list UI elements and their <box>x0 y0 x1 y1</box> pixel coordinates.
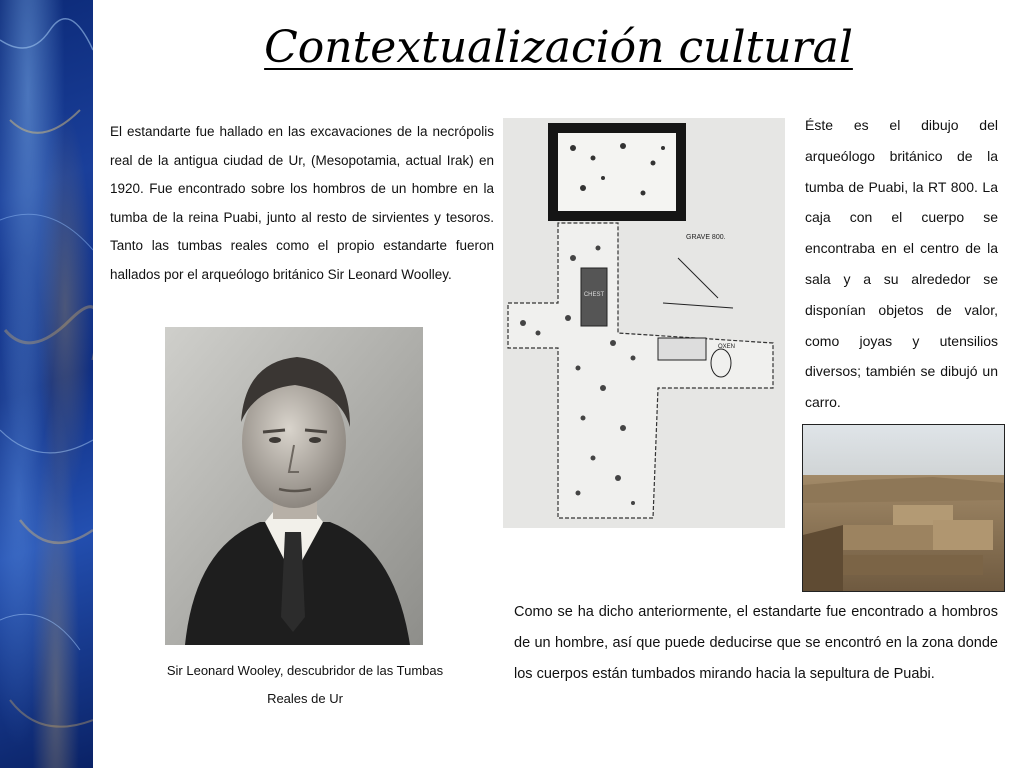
grave-800-plan-drawing <box>503 118 785 528</box>
portrait-caption-line2: Reales de Ur <box>267 691 343 706</box>
woolley-portrait-photo <box>165 327 423 645</box>
ur-ruins-photo <box>802 424 1005 592</box>
plan-grave-label: GRAVE 800. <box>686 234 726 241</box>
conclusion-paragraph: Como se ha dicho anteriormente, el estandarte fue encontrado a hombros de un hombre, así que puede deducirse que se encontró en la zona donde los cuerpos están tumbados mirando hacia la sepultura de Puabi. <box>514 604 998 682</box>
page-title: Contextualización cultural <box>264 22 853 73</box>
plan-oxen-label: OXEN <box>718 344 736 350</box>
plan-chest-label: CHEST <box>583 292 605 298</box>
intro-paragraph: El estandarte fue hallado en las excavaciones de la necrópolis real de la antigua ciudad de Ur, (Mesopotamia, actual Irak) en 1920. Fue encontrado sobre los hombros de un hombre en la tumba de la reina Puabi, junto al resto de sirvientes y tesoros. Tanto las tumbas reales como el propio estandarte fueron hallados por el arqueólogo británico Sir Leonard Woolley. <box>110 124 494 282</box>
lapis-texture <box>0 0 93 768</box>
portrait-caption <box>140 657 470 713</box>
portrait-caption-line1: Sir Leonard Wooley, descubridor de las Tumbas <box>166 663 444 678</box>
drawing-description: Éste es el dibujo del arqueólogo británico de la tumba de Puabi, la RT 800. La caja con el cuerpo se encontraba en el centro de la sala y a su alrededor se disponían objetos de valor, como joyas y utensilios diversos; también se dibujó un carro. <box>805 117 998 411</box>
lapis-lazuli-strip <box>0 0 93 768</box>
